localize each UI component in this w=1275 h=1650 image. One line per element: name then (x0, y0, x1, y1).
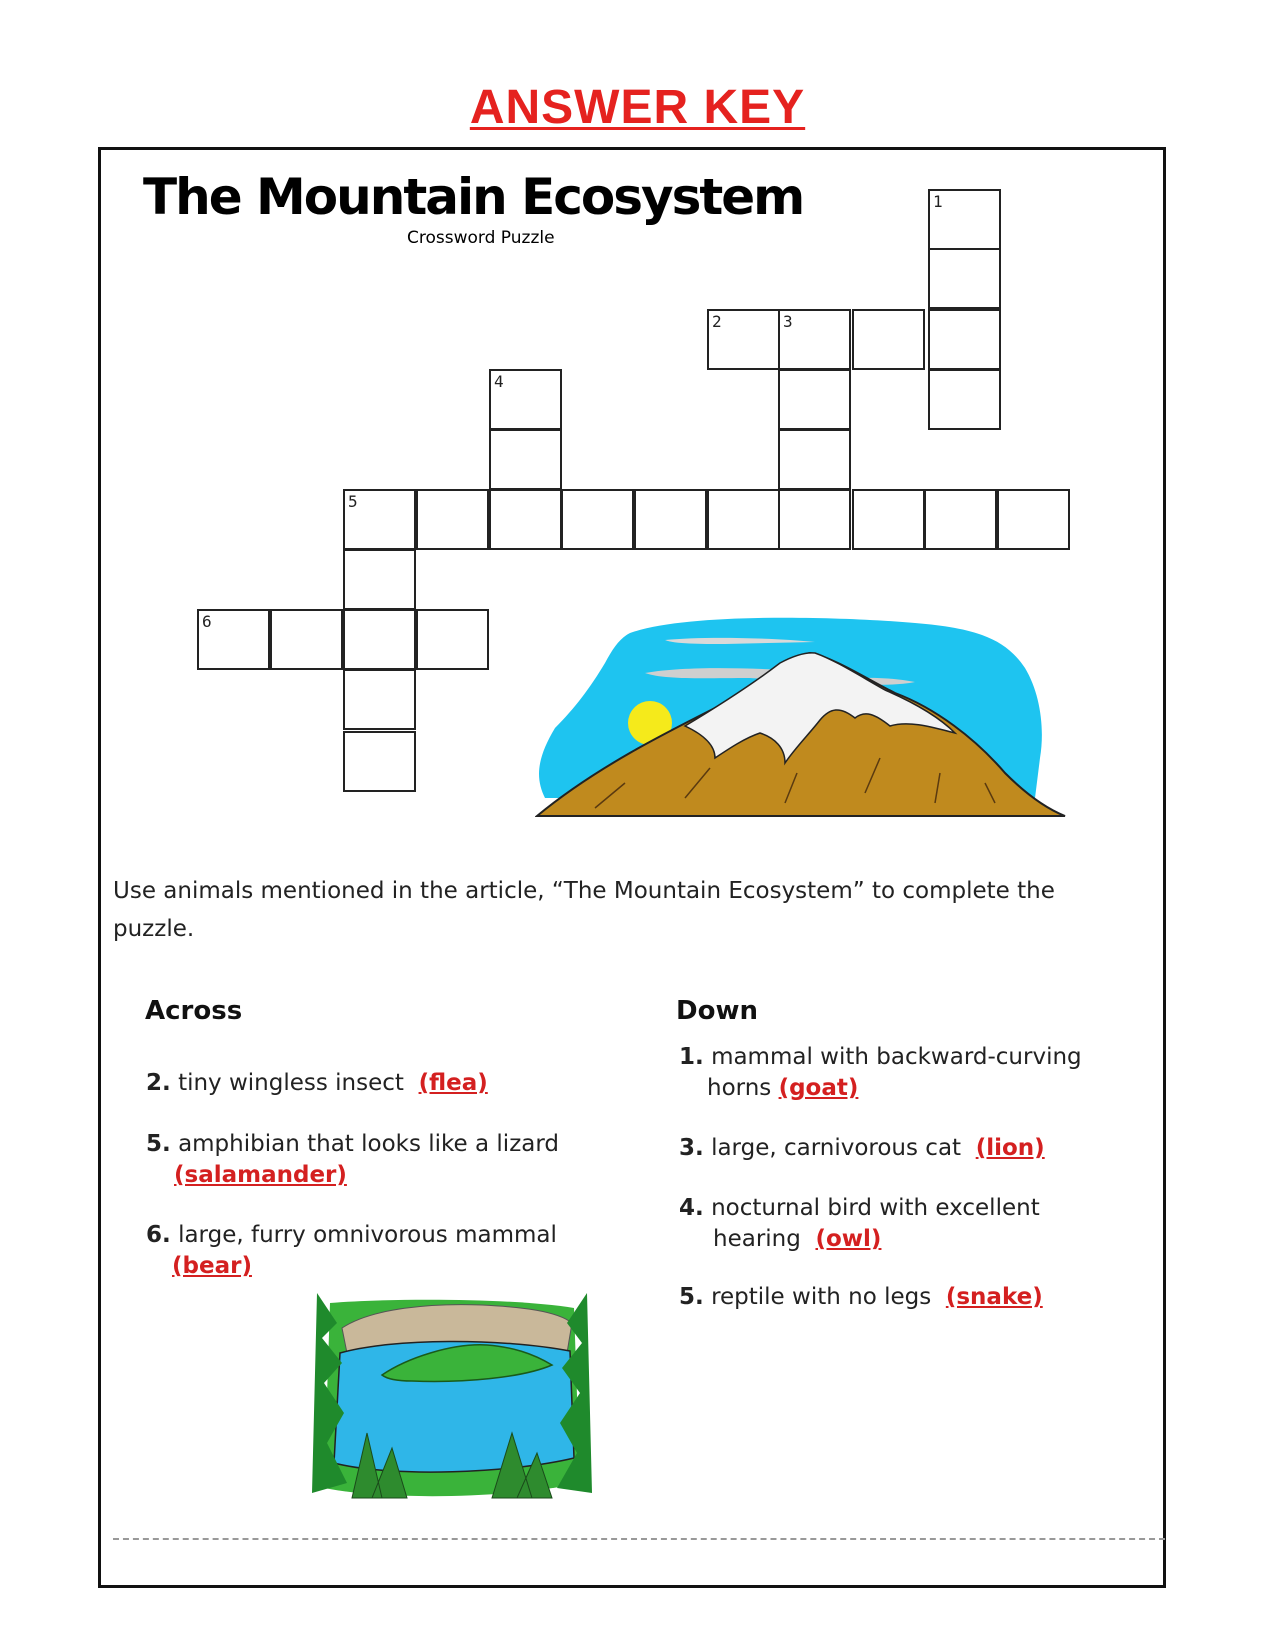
clue-number: 2. (146, 1070, 171, 1096)
grid-cell[interactable] (852, 309, 925, 370)
cut-line-divider (113, 1538, 1165, 1540)
down-clue-4 (679, 1193, 1129, 1255)
grid-cell[interactable] (197, 609, 270, 670)
clue-text-continued: hearing (713, 1226, 801, 1252)
clue-text: amphibian that looks like a lizard (178, 1131, 560, 1157)
grid-cell[interactable] (343, 549, 416, 610)
instructions-text: Use animals mentioned in the article, “The Mountain Ecosystem” to complete the puzzle. (113, 878, 1055, 942)
clue-text: reptile with no legs (711, 1284, 932, 1310)
cell-number: 2 (712, 312, 722, 331)
down-clue-1 (679, 1042, 1129, 1104)
grid-cell[interactable] (561, 489, 634, 550)
clue-answer: (bear) (172, 1253, 252, 1279)
clue-answer: (owl) (815, 1226, 882, 1252)
grid-cell[interactable] (416, 489, 489, 550)
grid-cell[interactable] (416, 609, 489, 670)
grid-cell[interactable] (778, 369, 851, 430)
grid-cell[interactable] (634, 489, 707, 550)
across-clue-5 (146, 1129, 576, 1191)
grid-cell[interactable] (707, 489, 780, 550)
grid-cell[interactable] (489, 489, 562, 550)
grid-cell[interactable] (343, 489, 416, 550)
clue-text: mammal with backward-curving (711, 1044, 1082, 1070)
worksheet-frame (98, 147, 1166, 1588)
grid-cell[interactable] (343, 609, 416, 670)
answer-key-heading: ANSWER KEY (469, 81, 806, 134)
clue-text: nocturnal bird with excellent (711, 1195, 1040, 1221)
cell-number: 4 (494, 372, 504, 391)
grid-cell[interactable] (997, 489, 1070, 550)
grid-cell[interactable] (928, 369, 1001, 430)
clue-text-continued: horns (707, 1075, 772, 1101)
down-clue-5 (679, 1282, 1043, 1313)
grid-cell[interactable] (778, 429, 851, 490)
grid-cell[interactable] (707, 309, 780, 370)
grid-cell[interactable] (489, 429, 562, 490)
grid-cell[interactable] (928, 189, 1001, 250)
grid-cell[interactable] (928, 309, 1001, 370)
cell-number: 3 (783, 312, 793, 331)
cell-number: 6 (202, 612, 212, 631)
clue-number: 3. (679, 1135, 704, 1161)
grid-cell[interactable] (343, 731, 416, 792)
puzzle-subtitle: Crossword Puzzle (407, 228, 555, 248)
clue-number: 5. (679, 1284, 704, 1310)
clue-answer: (goat) (778, 1075, 859, 1101)
clue-answer: (flea) (418, 1070, 488, 1096)
across-heading: Across (145, 996, 243, 1026)
grid-cell[interactable] (852, 489, 925, 550)
grid-cell[interactable] (928, 248, 1001, 309)
grid-cell[interactable] (343, 669, 416, 730)
clue-number: 4. (679, 1195, 704, 1221)
clue-number: 5. (146, 1131, 171, 1157)
clue-answer: (salamander) (174, 1162, 347, 1188)
cell-number: 5 (348, 492, 358, 511)
lake-illustration (312, 1283, 592, 1513)
clue-number: 1. (679, 1044, 704, 1070)
down-clue-3 (679, 1133, 1045, 1164)
clue-text: large, carnivorous cat (711, 1135, 962, 1161)
across-clue-2 (146, 1068, 488, 1099)
grid-cell[interactable] (778, 309, 851, 370)
grid-cell[interactable] (778, 489, 851, 550)
clue-text: tiny wingless insect (178, 1070, 404, 1096)
grid-cell[interactable] (924, 489, 997, 550)
mountain-illustration (535, 608, 1070, 828)
grid-cell[interactable] (270, 609, 343, 670)
clue-answer: (lion) (975, 1135, 1045, 1161)
clue-answer: (snake) (945, 1284, 1043, 1310)
clue-number: 6. (146, 1222, 171, 1248)
down-heading: Down (676, 996, 758, 1026)
grid-cell[interactable] (489, 369, 562, 430)
puzzle-title: The Mountain Ecosystem (143, 168, 804, 226)
across-clue-6 (146, 1220, 576, 1282)
cell-number: 1 (933, 192, 943, 211)
clue-text: large, furry omnivorous mammal (178, 1222, 557, 1248)
